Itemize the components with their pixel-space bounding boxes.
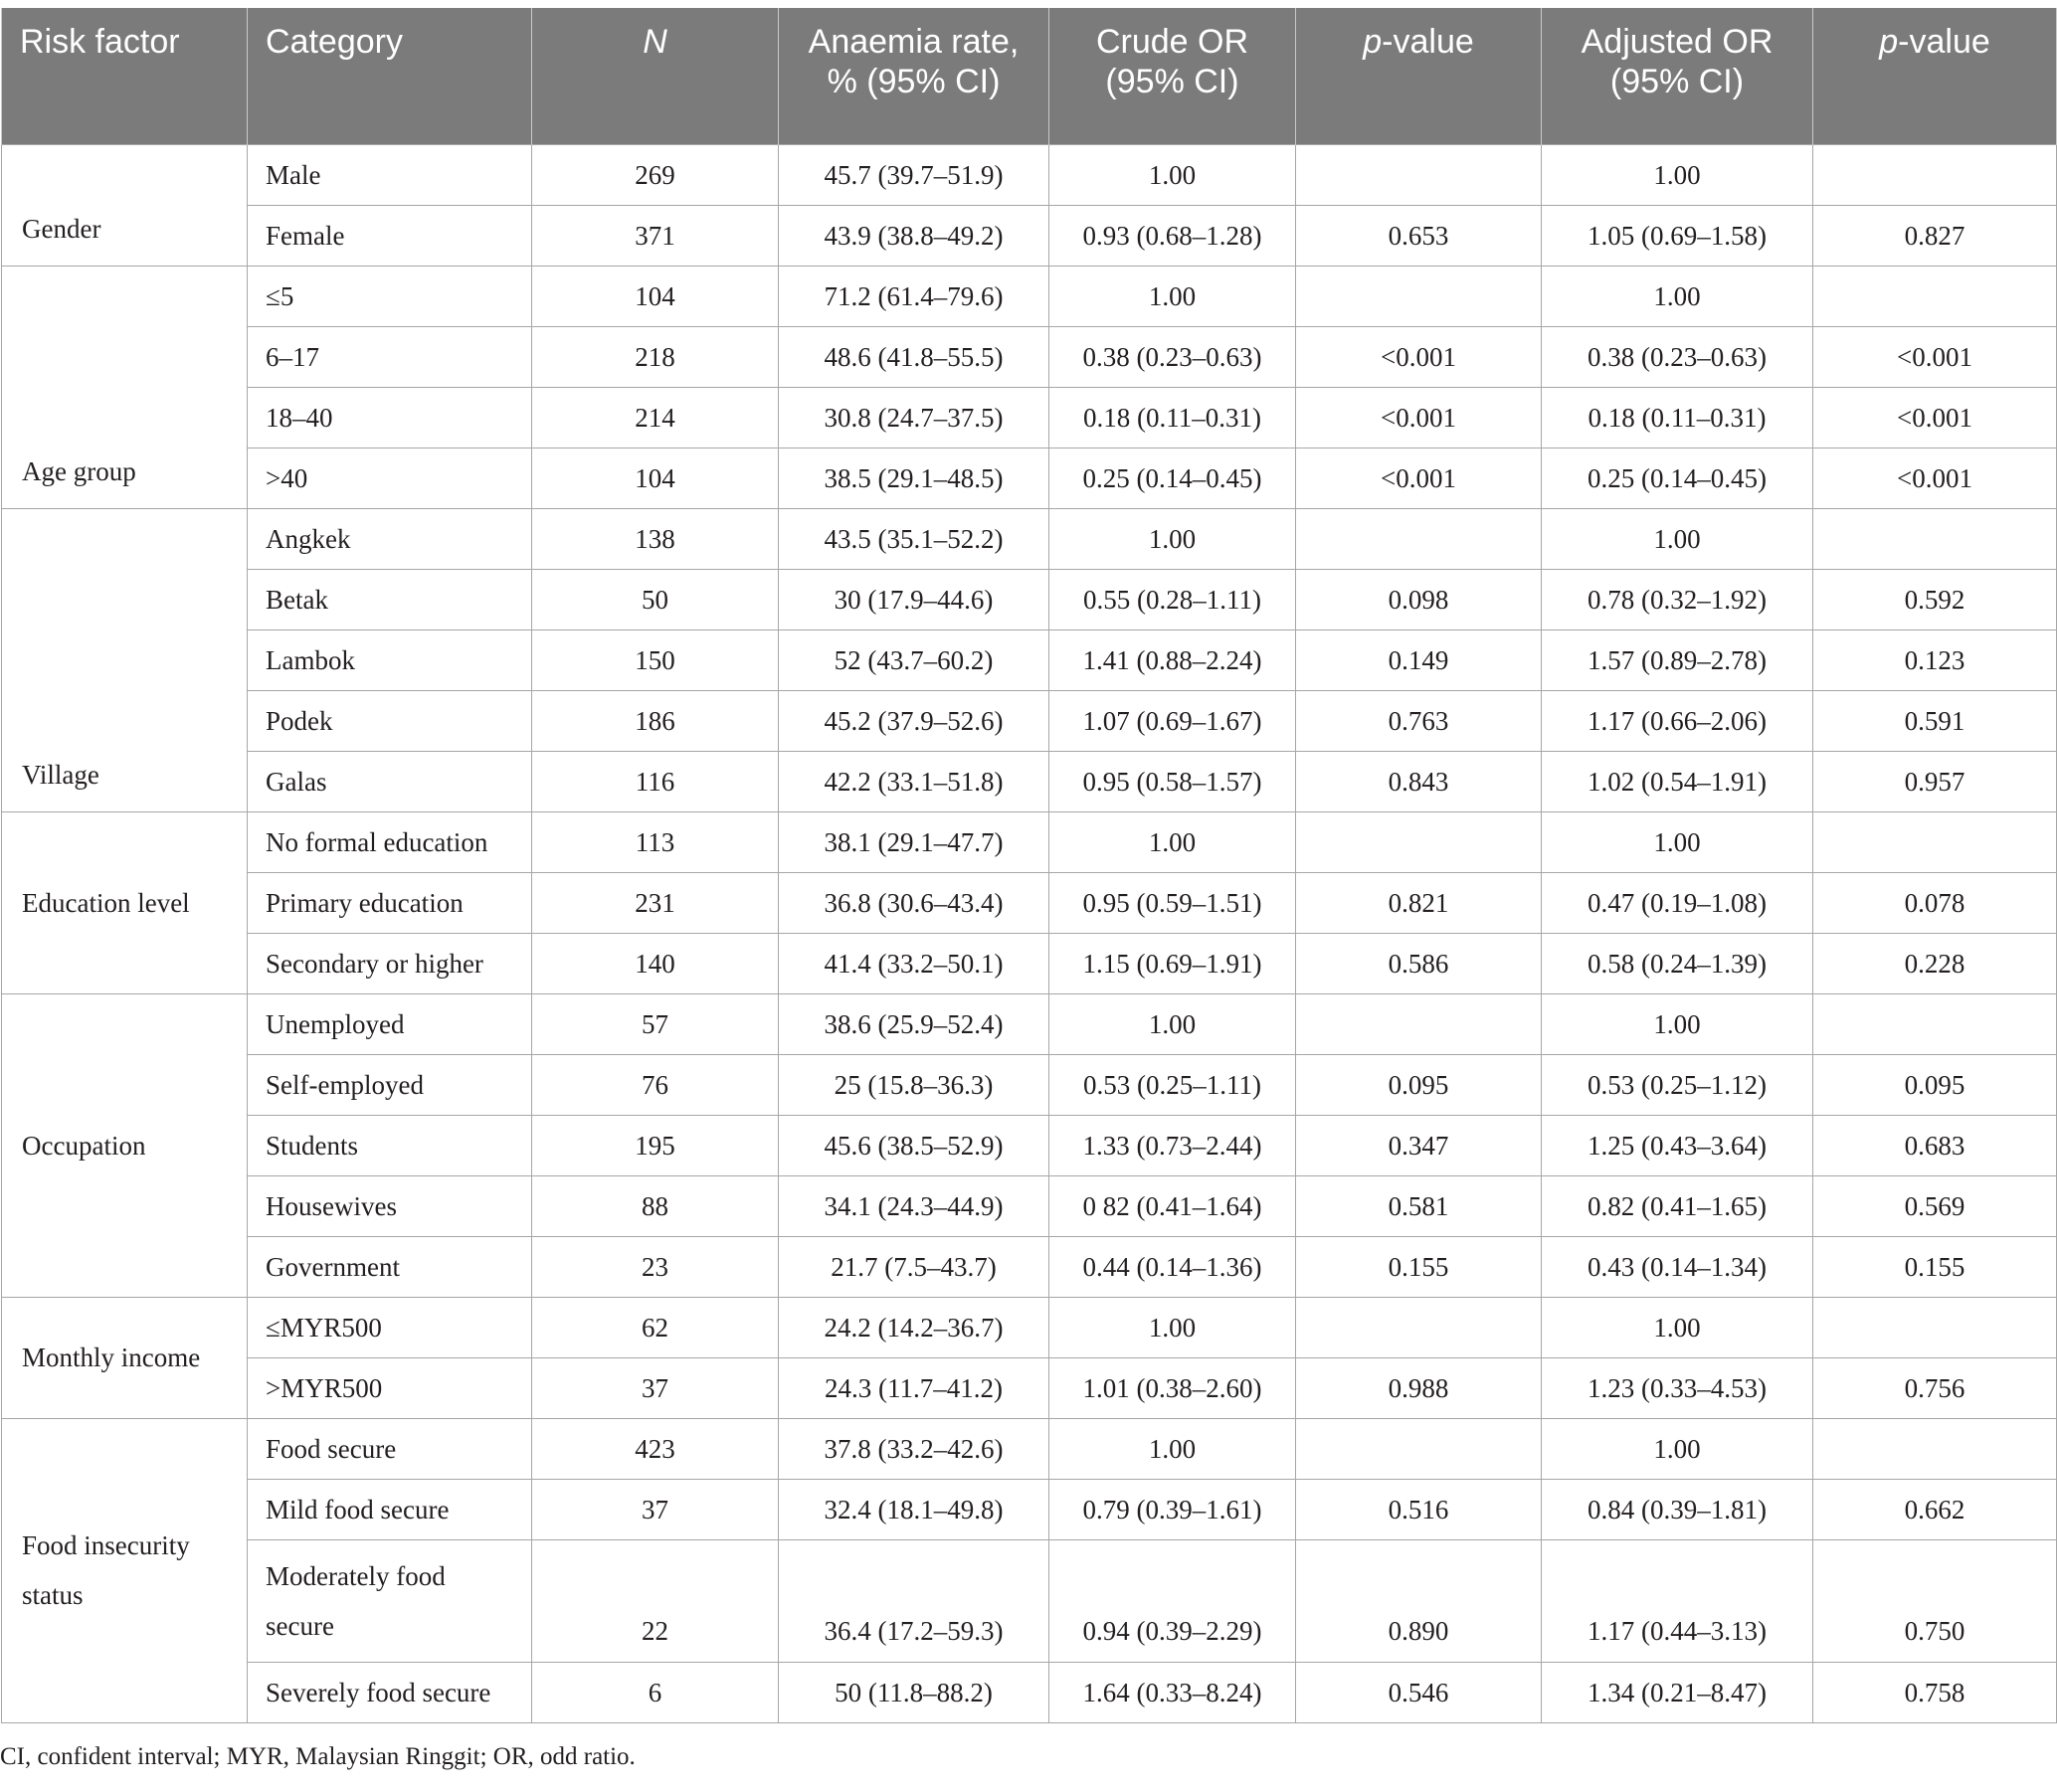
cell-p-value-adjusted [1813,144,2057,205]
cell-p-value-crude: 0.653 [1296,205,1542,266]
cell-p-value-crude: 0.149 [1296,629,1542,690]
cell-p-value-adjusted: 0.095 [1813,1054,2057,1115]
cell-n: 57 [532,993,779,1054]
cell-anaemia-rate: 43.5 (35.1–52.2) [779,508,1049,569]
cell-p-value-adjusted: 0.758 [1813,1662,2057,1722]
cell-p-value-crude: <0.001 [1296,448,1542,508]
cell-n: 62 [532,1297,779,1357]
cell-p-value-adjusted [1813,1297,2057,1357]
cell-category: Housewives [248,1175,532,1236]
cell-p-value-adjusted: 0.756 [1813,1357,2057,1418]
cell-anaemia-rate: 52 (43.7–60.2) [779,629,1049,690]
table-row [2,326,2057,387]
cell-category: 6–17 [248,326,532,387]
cell-n: 37 [532,1357,779,1418]
cell-p-value-crude [1296,1418,1542,1479]
cell-p-value-crude: 0.586 [1296,933,1542,993]
cell-anaemia-rate: 21.7 (7.5–43.7) [779,1236,1049,1297]
cell-category: ≤MYR500 [248,1297,532,1357]
cell-anaemia-rate: 36.8 (30.6–43.4) [779,872,1049,933]
cell-category: Betak [248,569,532,629]
header-row [2,8,2057,144]
cell-anaemia-rate: 43.9 (38.8–49.2) [779,205,1049,266]
cell-crude-or: 1.00 [1049,266,1296,326]
table-row [2,629,2057,690]
cell-n: 214 [532,387,779,448]
cell-p-value-crude: 0.155 [1296,1236,1542,1297]
cell-anaemia-rate: 30 (17.9–44.6) [779,569,1049,629]
cell-adjusted-or: 1.00 [1542,811,1813,872]
cell-category: 18–40 [248,387,532,448]
cell-adjusted-or: 0.58 (0.24–1.39) [1542,933,1813,993]
cell-category: Secondary or higher [248,933,532,993]
cell-risk-factor: Gender [2,144,248,266]
cell-crude-or: 1.00 [1049,993,1296,1054]
cell-n: 113 [532,811,779,872]
cell-p-value-crude: <0.001 [1296,387,1542,448]
cell-n: 186 [532,690,779,751]
cell-risk-factor: Education level [2,811,248,993]
cell-category: No formal education [248,811,532,872]
cell-p-value-crude [1296,993,1542,1054]
cell-adjusted-or: 1.05 (0.69–1.58) [1542,205,1813,266]
table-row [2,569,2057,629]
risk-factor-table [1,8,2057,1723]
cell-adjusted-or: 1.00 [1542,1418,1813,1479]
table-row [2,448,2057,508]
table-row [2,811,2057,872]
cell-category: Students [248,1115,532,1175]
cell-risk-factor: Food insecurity status [2,1418,248,1722]
cell-p-value-adjusted: 0.662 [1813,1479,2057,1539]
cell-category: Angkek [248,508,532,569]
table-row [2,1539,2057,1662]
header-p-rest: -value [1382,23,1474,61]
cell-n: 150 [532,629,779,690]
cell-anaemia-rate: 45.2 (37.9–52.6) [779,690,1049,751]
table-row [2,1236,2057,1297]
cell-p-value-adjusted: 0.569 [1813,1175,2057,1236]
cell-crude-or: 0.79 (0.39–1.61) [1049,1479,1296,1539]
cell-category: Primary education [248,872,532,933]
cell-n: 423 [532,1418,779,1479]
cell-anaemia-rate: 45.7 (39.7–51.9) [779,144,1049,205]
cell-anaemia-rate: 25 (15.8–36.3) [779,1054,1049,1115]
cell-n: 50 [532,569,779,629]
cell-category: Food secure [248,1418,532,1479]
cell-risk-factor: Age group [2,266,248,508]
cell-p-value-crude: 0.890 [1296,1539,1542,1662]
cell-p-value-crude: <0.001 [1296,326,1542,387]
cell-anaemia-rate: 48.6 (41.8–55.5) [779,326,1049,387]
cell-category: Government [248,1236,532,1297]
header-p2-rest: -value [1898,23,1990,61]
table-row [2,1175,2057,1236]
cell-adjusted-or: 0.53 (0.25–1.12) [1542,1054,1813,1115]
cell-anaemia-rate: 30.8 (24.7–37.5) [779,387,1049,448]
cell-p-value-adjusted: 0.592 [1813,569,2057,629]
cell-crude-or: 0 82 (0.41–1.64) [1049,1175,1296,1236]
cell-anaemia-rate: 36.4 (17.2–59.3) [779,1539,1049,1662]
table-row [2,144,2057,205]
cell-category: Male [248,144,532,205]
cell-crude-or: 0.18 (0.11–0.31) [1049,387,1296,448]
cell-p-value-crude: 0.095 [1296,1054,1542,1115]
cell-p-value-adjusted: 0.957 [1813,751,2057,811]
cell-n: 218 [532,326,779,387]
cell-n: 269 [532,144,779,205]
cell-p-value-adjusted: 0.750 [1813,1539,2057,1662]
table-row [2,508,2057,569]
table-row [2,751,2057,811]
header-category: Category [248,8,532,144]
cell-crude-or: 1.00 [1049,144,1296,205]
table-row [2,1297,2057,1357]
cell-adjusted-or: 1.34 (0.21–8.47) [1542,1662,1813,1722]
cell-p-value-crude: 0.843 [1296,751,1542,811]
cell-p-value-crude: 0.347 [1296,1115,1542,1175]
cell-p-value-adjusted: <0.001 [1813,448,2057,508]
cell-category: Moderately food secure [248,1539,532,1662]
cell-n: 104 [532,448,779,508]
cell-risk-factor: Monthly income [2,1297,248,1418]
header-crude-or: Crude OR (95% CI) [1049,8,1296,144]
header-p2-italic: p [1879,23,1899,61]
header-p-value-adjusted [1813,8,2057,144]
cell-category: Severely food secure [248,1662,532,1722]
header-anaemia-rate: Anaemia rate, % (95% CI) [779,8,1049,144]
header-adjusted-or: Adjusted OR (95% CI) [1542,8,1813,144]
cell-crude-or: 1.15 (0.69–1.91) [1049,933,1296,993]
cell-p-value-adjusted: 0.827 [1813,205,2057,266]
cell-adjusted-or: 0.78 (0.32–1.92) [1542,569,1813,629]
cell-crude-or: 1.41 (0.88–2.24) [1049,629,1296,690]
cell-anaemia-rate: 24.2 (14.2–36.7) [779,1297,1049,1357]
cell-n: 22 [532,1539,779,1662]
cell-adjusted-or: 0.47 (0.19–1.08) [1542,872,1813,933]
cell-n: 88 [532,1175,779,1236]
cell-n: 76 [532,1054,779,1115]
cell-adjusted-or: 0.82 (0.41–1.65) [1542,1175,1813,1236]
table-row [2,387,2057,448]
cell-adjusted-or: 1.00 [1542,508,1813,569]
cell-p-value-adjusted: 0.591 [1813,690,2057,751]
cell-crude-or: 1.64 (0.33–8.24) [1049,1662,1296,1722]
cell-crude-or: 0.95 (0.58–1.57) [1049,751,1296,811]
cell-adjusted-or: 1.17 (0.66–2.06) [1542,690,1813,751]
table-row [2,1115,2057,1175]
cell-anaemia-rate: 71.2 (61.4–79.6) [779,266,1049,326]
cell-p-value-adjusted: 0.683 [1813,1115,2057,1175]
cell-adjusted-or: 1.02 (0.54–1.91) [1542,751,1813,811]
cell-adjusted-or: 1.57 (0.89–2.78) [1542,629,1813,690]
cell-p-value-adjusted: 0.078 [1813,872,2057,933]
table-row [2,690,2057,751]
cell-adjusted-or: 0.43 (0.14–1.34) [1542,1236,1813,1297]
cell-category: Self-employed [248,1054,532,1115]
cell-anaemia-rate: 37.8 (33.2–42.6) [779,1418,1049,1479]
cell-n: 140 [532,933,779,993]
cell-anaemia-rate: 38.5 (29.1–48.5) [779,448,1049,508]
cell-n: 195 [532,1115,779,1175]
cell-n: 104 [532,266,779,326]
cell-adjusted-or: 1.00 [1542,1297,1813,1357]
header-p-value-crude [1296,8,1542,144]
cell-n: 231 [532,872,779,933]
cell-p-value-crude [1296,811,1542,872]
cell-risk-factor: Village [2,508,248,811]
cell-p-value-crude: 0.763 [1296,690,1542,751]
cell-category: Mild food secure [248,1479,532,1539]
cell-adjusted-or: 1.00 [1542,144,1813,205]
cell-crude-or: 0.94 (0.39–2.29) [1049,1539,1296,1662]
cell-crude-or: 0.93 (0.68–1.28) [1049,205,1296,266]
cell-crude-or: 0.55 (0.28–1.11) [1049,569,1296,629]
header-n: N [532,8,779,144]
cell-p-value-crude [1296,508,1542,569]
cell-crude-or: 0.25 (0.14–0.45) [1049,448,1296,508]
cell-crude-or: 0.44 (0.14–1.36) [1049,1236,1296,1297]
cell-crude-or: 0.95 (0.59–1.51) [1049,872,1296,933]
cell-p-value-adjusted [1813,266,2057,326]
cell-n: 138 [532,508,779,569]
cell-p-value-crude [1296,144,1542,205]
table-row [2,205,2057,266]
cell-p-value-adjusted: <0.001 [1813,326,2057,387]
cell-crude-or: 1.00 [1049,508,1296,569]
table-row [2,872,2057,933]
cell-anaemia-rate: 34.1 (24.3–44.9) [779,1175,1049,1236]
cell-p-value-adjusted: 0.228 [1813,933,2057,993]
cell-anaemia-rate: 32.4 (18.1–49.8) [779,1479,1049,1539]
cell-category: Lambok [248,629,532,690]
cell-n: 37 [532,1479,779,1539]
table-row [2,933,2057,993]
cell-n: 6 [532,1662,779,1722]
cell-p-value-crude: 0.546 [1296,1662,1542,1722]
header-p-italic: p [1363,23,1383,61]
cell-anaemia-rate: 38.1 (29.1–47.7) [779,811,1049,872]
cell-category: ≤5 [248,266,532,326]
cell-risk-factor: Occupation [2,993,248,1297]
cell-p-value-crude: 0.581 [1296,1175,1542,1236]
cell-anaemia-rate: 41.4 (33.2–50.1) [779,933,1049,993]
cell-adjusted-or: 0.25 (0.14–0.45) [1542,448,1813,508]
cell-n: 371 [532,205,779,266]
cell-crude-or: 1.00 [1049,811,1296,872]
cell-p-value-crude: 0.821 [1296,872,1542,933]
header-risk-factor: Risk factor [2,8,248,144]
cell-p-value-adjusted [1813,1418,2057,1479]
cell-crude-or: 0.53 (0.25–1.11) [1049,1054,1296,1115]
cell-p-value-adjusted: 0.123 [1813,629,2057,690]
cell-category: Unemployed [248,993,532,1054]
cell-p-value-crude: 0.988 [1296,1357,1542,1418]
cell-adjusted-or: 0.38 (0.23–0.63) [1542,326,1813,387]
cell-category: >40 [248,448,532,508]
cell-crude-or: 0.38 (0.23–0.63) [1049,326,1296,387]
cell-adjusted-or: 1.23 (0.33–4.53) [1542,1357,1813,1418]
cell-crude-or: 1.00 [1049,1297,1296,1357]
table-row [2,1054,2057,1115]
cell-category: Female [248,205,532,266]
table-row [2,993,2057,1054]
cell-anaemia-rate: 42.2 (33.1–51.8) [779,751,1049,811]
cell-crude-or: 1.01 (0.38–2.60) [1049,1357,1296,1418]
cell-p-value-adjusted [1813,993,2057,1054]
cell-anaemia-rate: 45.6 (38.5–52.9) [779,1115,1049,1175]
cell-adjusted-or: 1.25 (0.43–3.64) [1542,1115,1813,1175]
cell-adjusted-or: 1.00 [1542,266,1813,326]
table-row [2,266,2057,326]
cell-category: Galas [248,751,532,811]
table-row [2,1662,2057,1722]
cell-adjusted-or: 0.18 (0.11–0.31) [1542,387,1813,448]
cell-category: >MYR500 [248,1357,532,1418]
table-body [2,144,2057,1722]
cell-p-value-crude: 0.516 [1296,1479,1542,1539]
cell-n: 23 [532,1236,779,1297]
cell-crude-or: 1.07 (0.69–1.67) [1049,690,1296,751]
cell-p-value-crude: 0.098 [1296,569,1542,629]
cell-anaemia-rate: 38.6 (25.9–52.4) [779,993,1049,1054]
cell-n: 116 [532,751,779,811]
table-row [2,1479,2057,1539]
cell-p-value-adjusted: <0.001 [1813,387,2057,448]
table-row [2,1418,2057,1479]
cell-p-value-crude [1296,266,1542,326]
cell-crude-or: 1.00 [1049,1418,1296,1479]
cell-category: Podek [248,690,532,751]
cell-anaemia-rate: 50 (11.8–88.2) [779,1662,1049,1722]
table-footnote: CI, confident interval; MYR, Malaysian Ringgit; OR, odd ratio. [0,1743,636,1770]
cell-p-value-adjusted: 0.155 [1813,1236,2057,1297]
cell-crude-or: 1.33 (0.73–2.44) [1049,1115,1296,1175]
cell-anaemia-rate: 24.3 (11.7–41.2) [779,1357,1049,1418]
cell-adjusted-or: 1.00 [1542,993,1813,1054]
table-row [2,1357,2057,1418]
cell-adjusted-or: 1.17 (0.44–3.13) [1542,1539,1813,1662]
cell-adjusted-or: 0.84 (0.39–1.81) [1542,1479,1813,1539]
cell-p-value-crude [1296,1297,1542,1357]
cell-p-value-adjusted [1813,811,2057,872]
cell-p-value-adjusted [1813,508,2057,569]
